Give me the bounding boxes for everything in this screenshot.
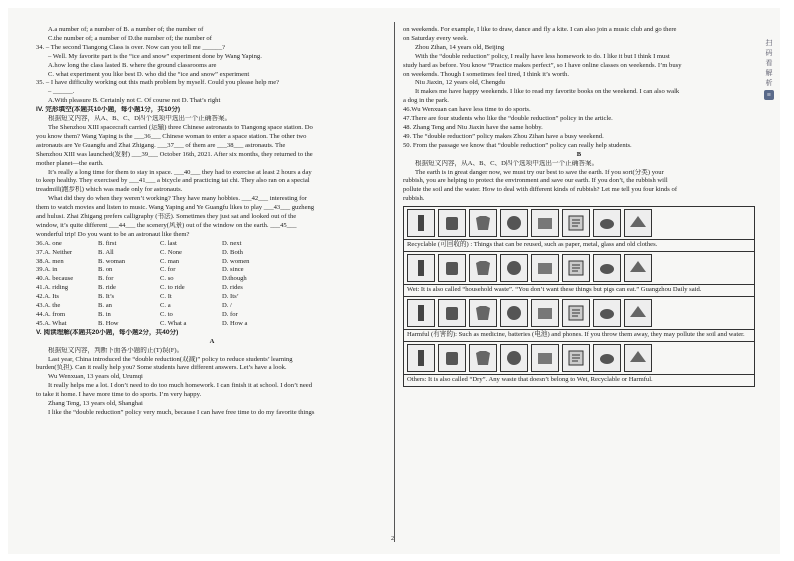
reading-line: I like the “double reduction” policy very much, because I can have free time to do my favorite things [48,408,315,416]
question-line: 35. – I have difficulty working out this math problem by myself. Could you please help me? [36,79,280,87]
food-icon [407,254,435,282]
option-choice: C. man [160,257,180,265]
option-row [36,266,388,275]
garbage-icons-row [404,342,754,375]
garbage-icons-row [404,297,754,330]
paint-icon [500,299,528,327]
reading-line: rubbish, you are helping to protect the environment and save our earth. If you don’t, the rubbish will [403,177,668,185]
tin-icon [593,209,621,237]
option-choice: B. in [98,311,111,318]
sidebar-label: 看 [765,60,773,67]
reading-line: 47.There are four students who like the “double reduction” policy in the article. [403,115,613,123]
section-iv-instruction: 根据短文内容，从A、B、C、D四个选项中选出一个正确答案。 [48,115,232,123]
option-choice: 39.A. in [36,266,58,274]
option-choice: 37.A. Neither [36,248,73,256]
cloze-line: mother planet—the earth. [36,159,104,167]
diaper-icon [469,344,497,372]
option-choice: D. rides [222,284,243,292]
cloze-passage [36,124,388,240]
bone-icon [438,254,466,282]
reading-a-continued [403,26,755,151]
question-line: – Well. My favorite part is the “ice and snow” experiment done by Wang Yaping. [48,52,262,60]
option-choice: D. / [222,302,232,310]
cloze-line: them to watch movies and listen to music. Wang Yaping and Ye Guangfu likes to play ___43___ guzheng [36,204,315,212]
option-choice: D. women [222,257,250,265]
reading-line: The earth is in great danger now, we must try our best to save the earth. If you sort(分类) your [415,168,664,176]
cloze-line: The Shenzhou XIII spacecraft carried (运输) three Chinese astronauts to Tiangong space station. Do [48,123,313,131]
reading-line: pollute the soil and the water. How to deal with different kinds of rubbish? Let me tell you four kinds of [403,186,678,194]
option-choice: B. for [98,275,114,283]
battery-icon [407,299,435,327]
option-choice: C. What a [160,319,187,327]
reading-line: 50. From the passage we know that “double reduction” policy can really help students. [403,141,632,149]
scrap-icon [624,209,652,237]
reading-line: 根据短文内容，判断下面各小题的正(T)误(F)。 [48,346,184,354]
column-divider [394,22,395,542]
option-choice: 43.A. the [36,302,61,310]
option-choice: D. How a [222,319,248,327]
part-a-label: A [209,337,215,345]
garbage-icons-row [404,207,754,240]
mop-icon [593,344,621,372]
ceramic-icon [438,344,466,372]
reading-line: on Saturday every week. [403,34,469,42]
question-line: – ______. [48,88,75,96]
cloze-line: to keep healthy. They exercised by ___41___ a bicycle and practicing tai chi. They also ran on a special [36,177,310,185]
paper-icon [562,209,590,237]
glass-icon [500,209,528,237]
cloze-line: astronauts are Ye Guangfu and Zhai Zhigang. ___37___ of them are ___38___ astronauts. The [36,141,286,149]
tissue-icon [407,344,435,372]
brush-icon [500,344,528,372]
reading-b-passage [403,160,755,205]
bread-icon [624,254,652,282]
option-choice: 45.A. What [36,319,67,327]
bottle-icon [407,209,435,237]
option-choice: 40.A. because [36,275,74,283]
option-choice: D. next [222,239,242,247]
option-choice: B. first [98,239,117,247]
cell-icon [593,299,621,327]
option-choice: D. Its’ [222,293,239,301]
option-choice: B. It’s [98,293,115,301]
garbage-icons-row [404,252,754,285]
option-choice: C. last [160,239,177,247]
reading-line: Zhang Teng, 13 years old, Shanghai [48,400,143,408]
option-choice: 42.A. Its [36,293,59,301]
option-choice: C. None [160,248,182,256]
sidebar-label: 扫 [765,40,773,47]
option-choice: B. woman [98,257,126,265]
bulb-icon [469,299,497,327]
option-choice: C. to [160,311,173,318]
reading-line: to take it home. I have more time to do sports. I’m very happy. [36,391,202,399]
option-choice: B. How [98,319,119,327]
reading-line: It really helps me a lot. I don’t need to do too much homework. I can finish it at school. I don’t need [48,382,312,390]
question-block-33-35 [36,26,388,106]
garbage-description: Wet: It is also called “household waste”. “You don’t want these things but pigs can eat.” Guangzhou Daily said. [404,285,754,297]
reading-line: on weekends. For example, I like to draw, dance and fly a kite. I can also join a music club and go there [403,26,677,33]
option-row [36,258,388,267]
reading-line: Zhou Zihan, 14 years old, Beijing [415,43,505,51]
question-line: A.a number of; a number of B. a number of; the number of [48,26,204,33]
reading-line: rubbish. [403,195,425,203]
fish-icon [531,254,559,282]
option-row [36,311,388,320]
bag-icon [531,344,559,372]
garbage-description: Others: It is also called “Dry”. Any waste that doesn’t belong to Wet, Recyclable or Harmful. [407,375,653,383]
question-line: A.With pleasure B. Certainly not C. Of course not D. That’s right [48,97,221,105]
can-icon [438,209,466,237]
question-line: C. what experiment you like best D. who did the “ice and snow” experiment [48,70,250,78]
cloze-line: and hulusi. Zhai Zhigang prefers calligraphy (书法). Sometimes they just sat and looked out of the [36,213,297,221]
garbage-table [403,206,755,387]
cloze-line: window, it’s quite different ___44___ the scenery(风景) out of the window on the earth. ___45___ [36,221,297,229]
option-choice: C. for [160,266,176,274]
cloze-line: wonderful trip! Do you want to be an astronaut like them? [36,230,190,238]
reading-line: burden(负担). Can it really help you? Some students have different answers. Let’s have a look. [36,364,287,372]
reading-line: 46.Wu Wenxuan can have less time to do sports. [403,106,531,114]
option-row [36,293,388,302]
egg-icon [500,254,528,282]
question-line: A.how long the class lasted B. where the ground classrooms are [48,61,217,69]
sidebar-label: 解 [765,70,773,77]
option-row [36,284,388,293]
cloze-line: It’s really a long time for them to stay in space. ___40___ they had to exercise at least 2 hours a day [48,168,312,176]
reading-line: Wu Wenxuan, 13 years old, Urumqi [48,373,143,381]
reading-line: a dog in the park. [403,97,449,105]
reading-line: 49. The “double reduction” policy makes Zhou Zihan have a busy weekend. [403,132,604,140]
cloze-line: Shenzhou XIII was launched(发射) ___39___ October 16th, 2021. After six months, they returned to the [36,150,313,158]
section-iv-title: IV. 完形填空(本题共10小题，每小题1分，共10分) [36,106,181,114]
thermometer-icon [624,299,652,327]
reading-line: Last year, China introduced the “double reduction(双减)” policy to reduce students’ learning [48,355,293,363]
option-row [36,249,388,258]
page-number: 2 [391,536,394,542]
right-column [403,26,755,387]
leaf-icon [469,254,497,282]
box-icon [531,209,559,237]
garbage-description: Harmful (有害的): Such as medicine, batteries (电池) and phones. If you throw them away, they may pollute the soil and water. [404,330,754,342]
cloze-line: treadmill(跑步机) which was made only for astronauts. [36,186,183,194]
cloze-line: you know them? Wang Yaping is the ___36___ Chinese woman to enter a space station. The other two [36,132,307,140]
sidebar-label: 析 [765,80,773,87]
option-choice: B. ride [98,284,116,292]
reading-line: 48. Zhang Teng and Niu Jiaxin have the same hobby. [403,123,543,131]
option-choice: C. to ride [160,284,185,292]
option-choice: C. so [160,275,174,283]
option-choice: D. since [222,266,244,274]
option-choice: D. for [222,311,238,318]
menu-icon[interactable]: ≡ [764,90,774,100]
reading-line: Niu Jiaxin, 12 years old, Chengdu [415,79,505,87]
cloze-line: What did they do when they weren’t working? They have many hobbies. ___42___ interesting for [48,195,307,203]
option-choice: 36.A. one [36,239,62,247]
option-choice: B. on [98,266,113,274]
reading-line: study hard as before. You know “Practice makes perfect”, so I have online classes on weekends. I’m busy [403,61,682,69]
sidebar-label: 码 [765,50,773,57]
option-choice: 38.A. men [36,257,64,265]
question-line: C.the number of; a number of D.the number of; the number of [48,34,212,42]
option-choice: C. a [160,302,171,310]
reading-line: on weekends. Though I sometimes feel tired, I think it’s worth. [403,70,569,78]
phone-icon [531,299,559,327]
option-row [36,240,388,249]
option-row [36,275,388,284]
reading-a-passage [36,347,388,418]
question-line: 34. – The second Tiangong Class is over. Now can you tell me ______? [36,43,226,51]
option-choice: C. It [160,293,172,301]
option-choice: D.though [222,275,247,283]
cup-icon [593,254,621,282]
spray-icon [562,299,590,327]
option-choice: B. All [98,248,114,256]
option-row [36,302,388,311]
cigarette-icon [562,344,590,372]
reading-line: It makes me have happy weekends. I like to read my favorite books on the weekend. I can also walk [415,88,680,96]
cloze-options [36,240,388,329]
shirt-icon [469,209,497,237]
option-choice: D. Both [222,248,243,256]
reading-line: 根据短文内容，从A、B、C、D四个选项中选出一个正确答案。 [415,159,599,167]
dust-icon [624,344,652,372]
scan-sidebar[interactable] [762,38,776,100]
option-choice: B. an [98,302,112,310]
option-row [36,320,388,329]
peel-icon [562,254,590,282]
reading-line: With the “double reduction” policy, I really have less homework to do. I like it but I think I must [415,52,670,60]
exam-sheet [8,8,780,554]
garbage-description: Recyclable (可回收的) : Things that can be reused, such as paper, metal, glass and old clothes. [404,240,754,252]
pill-icon [438,299,466,327]
left-column [36,26,388,418]
part-b-label: B [576,150,582,158]
option-choice: 44.A. from [36,311,66,318]
section-v-title: V. 阅读理解(本题共20小题，每小题2分，共40分) [36,328,179,336]
option-choice: 41.A. riding [36,284,69,292]
